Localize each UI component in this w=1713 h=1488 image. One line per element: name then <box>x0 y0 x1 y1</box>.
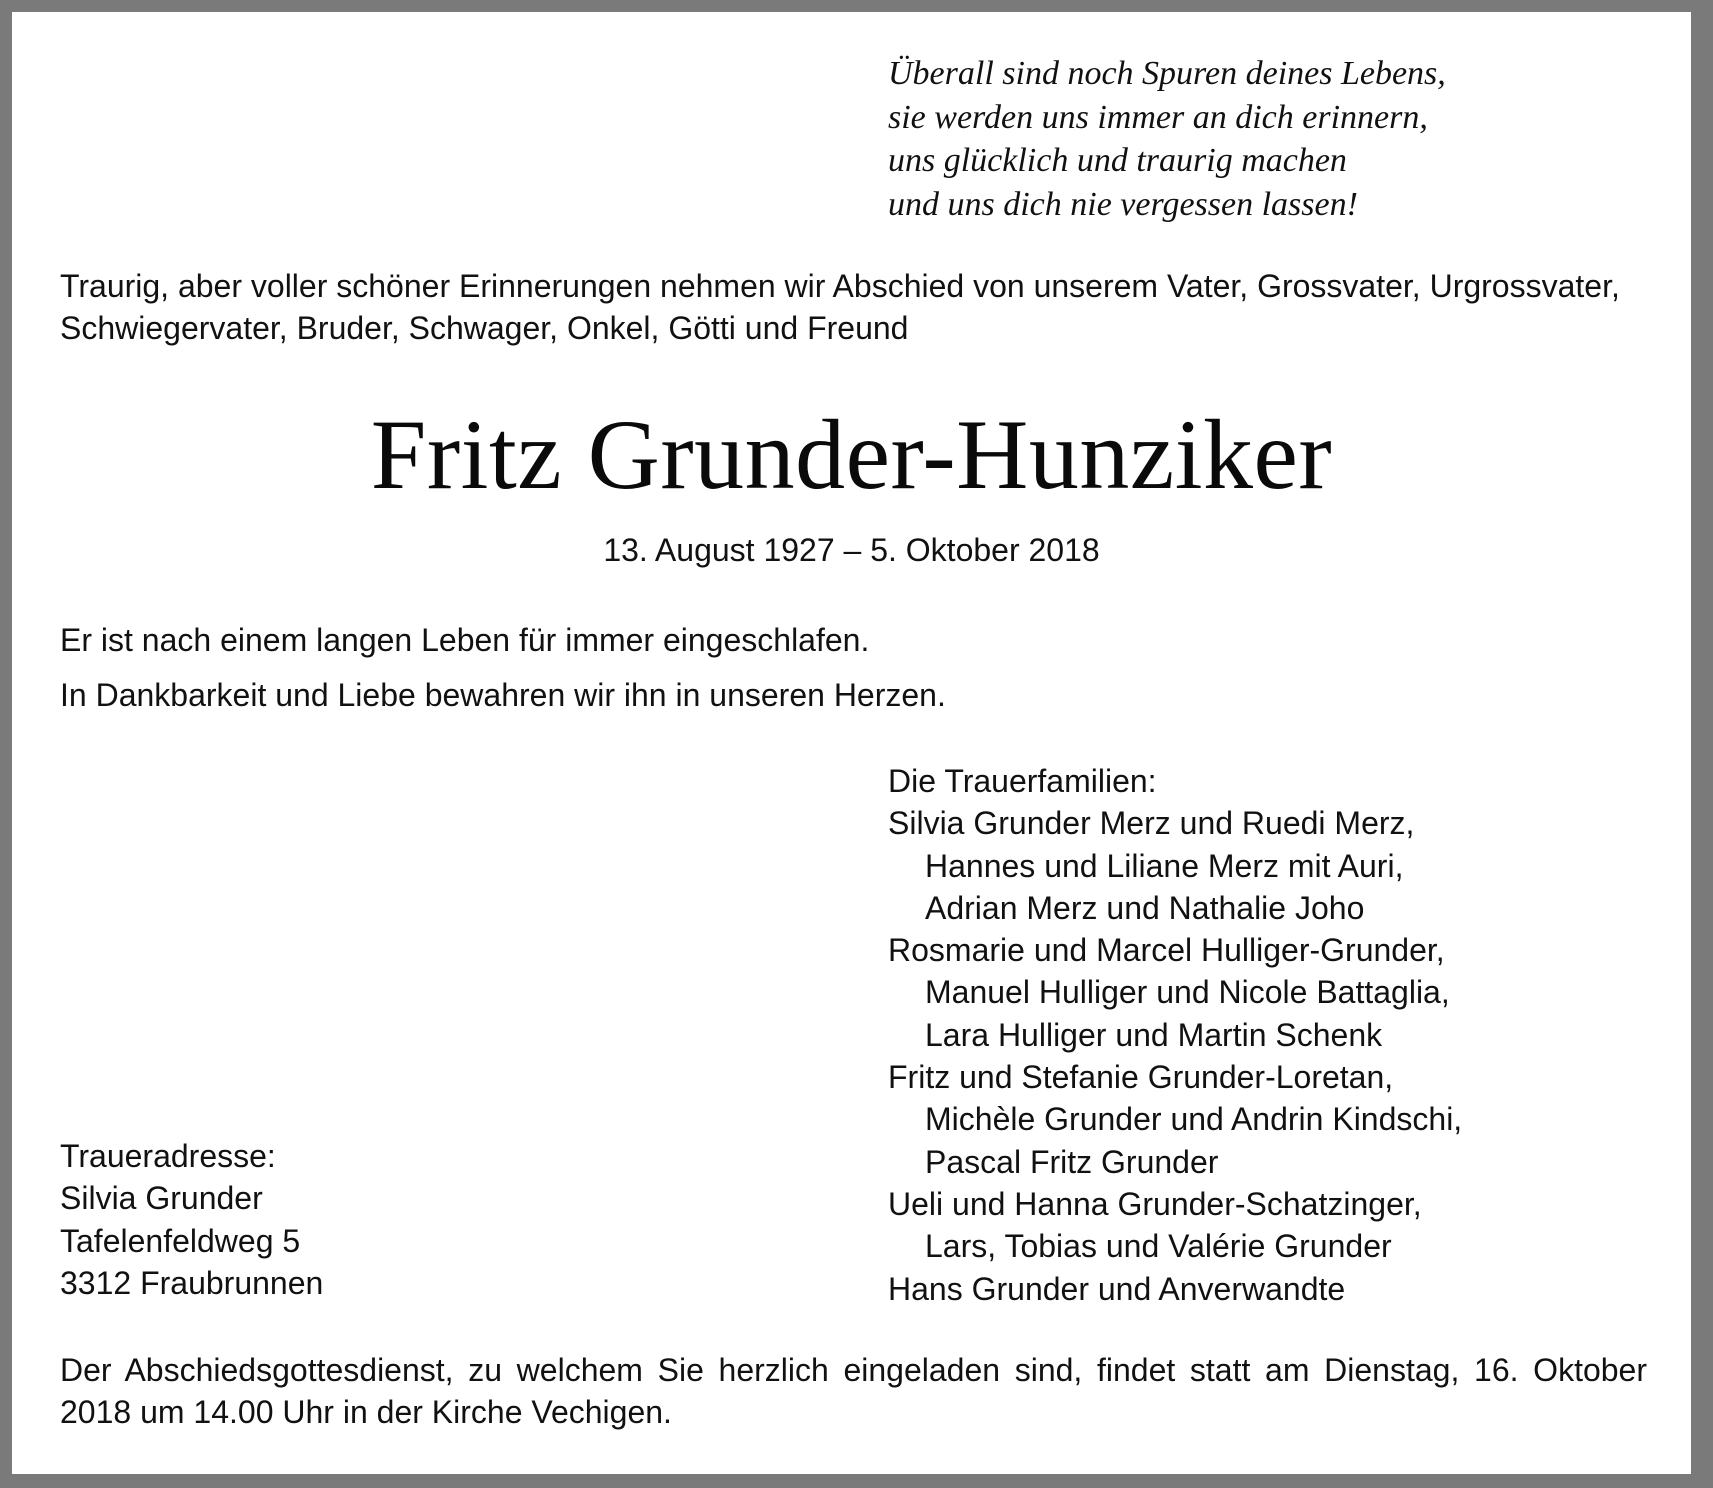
family-line: Hans Grunder und Anverwandte <box>888 1270 1346 1307</box>
address-name: Silvia Grunder <box>60 1180 263 1217</box>
address-label: Traueradresse: <box>60 1138 276 1174</box>
intro-text <box>60 265 1660 349</box>
poem-line: uns glücklich und traurig machen <box>888 142 1347 179</box>
intro-line: Traurig, aber voller schöner Erinnerungen nehmen wir Abschied von unserem Vater, Grossvater, Urgrossvater, <box>60 268 1620 304</box>
deceased-name: Fritz Grunder-Hunziker <box>370 399 1333 510</box>
intro-line: Schwiegervater, Bruder, Schwager, Onkel, Götti und Freund <box>60 310 909 346</box>
statement-line: In Dankbarkeit und Liebe bewahren wir ihn in unseren Herzen. <box>60 677 946 713</box>
service-info <box>60 1349 1660 1433</box>
address-city: 3312 Fraubrunnen <box>60 1264 324 1301</box>
family-line: Manuel Hulliger und Nicole Battaglia, <box>925 974 1450 1011</box>
family-line: Pascal Fritz Grunder <box>925 1143 1219 1180</box>
mourning-address <box>60 1135 323 1304</box>
obituary-notice <box>12 12 1691 1474</box>
family-line: Hannes und Liliane Merz mit Auri, <box>925 847 1404 884</box>
poem-line: Überall sind noch Spuren deines Lebens, <box>888 55 1446 92</box>
family-line: Silvia Grunder Merz und Ruedi Merz, <box>888 805 1415 842</box>
address-street: Tafelenfeldweg 5 <box>60 1222 301 1259</box>
poem-line: und uns dich nie vergessen lassen! <box>888 185 1358 223</box>
family-line: Michèle Grunder und Andrin Kindschi, <box>925 1101 1463 1138</box>
family-line: Lara Hulliger und Martin Schenk <box>925 1016 1383 1053</box>
service-line: Der Abschiedsgottesdienst, zu welchem Sie herzlich eingeladen sind, findet statt am Dienstag, 16. Oktober <box>60 1352 1647 1388</box>
families-heading: Die Trauerfamilien: <box>888 763 1157 799</box>
poem-line: sie werden uns immer an dich erinnern, <box>888 98 1428 136</box>
statement-line: Er ist nach einem langen Leben für immer eingeschlafen. <box>60 622 870 658</box>
family-line: Ueli und Hanna Grunder-Schatzinger, <box>888 1185 1422 1222</box>
mourning-families <box>888 760 1462 1310</box>
life-dates: 13. August 1927 – 5. Oktober 2018 <box>603 532 1100 568</box>
service-line: 2018 um 14.00 Uhr in der Kirche Vechigen. <box>60 1394 672 1430</box>
family-line: Lars, Tobias und Valérie Grunder <box>925 1228 1392 1265</box>
poem <box>888 52 1446 226</box>
family-line: Adrian Merz und Nathalie Joho <box>925 889 1365 926</box>
family-line: Rosmarie und Marcel Hulliger-Grunder, <box>888 932 1445 969</box>
family-line: Fritz und Stefanie Grunder-Loretan, <box>888 1059 1394 1096</box>
